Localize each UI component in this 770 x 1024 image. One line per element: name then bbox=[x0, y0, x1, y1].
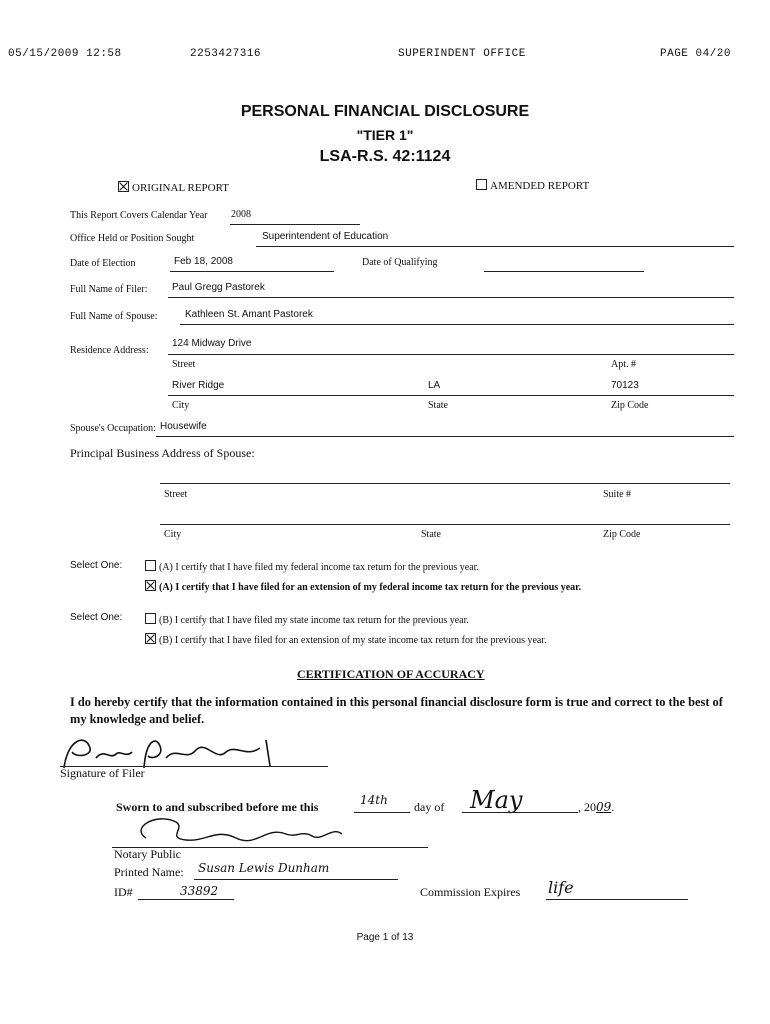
zip-label: Zip Code bbox=[611, 400, 649, 411]
federal-filed-option[interactable] bbox=[145, 560, 479, 573]
sworn-day-value: 14th bbox=[360, 793, 388, 807]
business-label: Principal Business Address of Spouse: bbox=[70, 446, 255, 460]
business-street-line bbox=[160, 483, 730, 484]
signature-label: Signature of Filer bbox=[60, 766, 145, 780]
commission-label: Commission Expires bbox=[420, 885, 521, 899]
form-tier: "TIER 1" bbox=[356, 127, 414, 143]
residence-street-value: 124 Midway Drive bbox=[172, 338, 252, 349]
commission-value: life bbox=[548, 878, 574, 897]
street-label: Street bbox=[172, 359, 196, 370]
fax-phone: 2253427316 bbox=[190, 48, 262, 60]
business-city-line bbox=[160, 524, 730, 525]
business-zip-label: Zip Code bbox=[603, 529, 641, 540]
printed-name-line bbox=[194, 879, 398, 880]
office-label: Office Held or Position Sought bbox=[70, 233, 195, 244]
residence-label: Residence Address: bbox=[70, 345, 149, 356]
sworn-year-prefix: , 20 bbox=[578, 800, 596, 814]
occupation-line bbox=[156, 436, 734, 437]
id-value: 33892 bbox=[180, 884, 219, 898]
sworn-year: , 2009. bbox=[578, 800, 615, 814]
state-filed-text: (B) I certify that I have filed my state income tax return for the previous year. bbox=[159, 615, 469, 626]
business-street-label: Street bbox=[164, 489, 188, 500]
amended-report-option[interactable] bbox=[476, 179, 589, 192]
qualifying-line bbox=[484, 271, 644, 272]
election-line bbox=[170, 271, 334, 272]
form-statute: LSA-R.S. 42:1124 bbox=[319, 148, 451, 165]
qualifying-label: Date of Qualifying bbox=[362, 257, 438, 268]
election-value: Feb 18, 2008 bbox=[174, 256, 233, 267]
business-state-label: State bbox=[421, 529, 441, 540]
filer-line bbox=[168, 297, 734, 298]
federal-extension-option[interactable] bbox=[145, 580, 581, 593]
notary-label: Notary Public bbox=[114, 847, 181, 861]
amended-report-checkbox[interactable] bbox=[476, 179, 487, 190]
fax-datetime: 05/15/2009 12:58 bbox=[8, 48, 122, 60]
state-extension-text: (B) I certify that I have filed for an extension of my state income tax return for the previous year. bbox=[159, 635, 547, 646]
suite-label: Suite # bbox=[603, 489, 632, 500]
state-filed-checkbox[interactable] bbox=[145, 613, 156, 624]
business-city-label: City bbox=[164, 529, 182, 540]
residence-street-line bbox=[168, 354, 734, 355]
amended-report-label: AMENDED REPORT bbox=[490, 180, 590, 192]
filer-label: Full Name of Filer: bbox=[70, 284, 148, 295]
calendar-year-label: This Report Covers Calendar Year bbox=[70, 210, 208, 221]
id-line bbox=[138, 899, 234, 900]
sworn-month-value: May bbox=[470, 786, 523, 814]
election-label: Date of Election bbox=[70, 258, 136, 269]
sworn-year-value: 09 bbox=[596, 800, 612, 814]
occupation-value: Housewife bbox=[160, 421, 207, 432]
apt-label: Apt. # bbox=[611, 359, 636, 370]
calendar-year-line bbox=[230, 224, 360, 225]
federal-extension-text: (A) I certify that I have filed for an extension of my federal income tax return for the previous year. bbox=[159, 582, 582, 593]
calendar-year-value: 2008 bbox=[231, 209, 251, 220]
id-label: ID# bbox=[114, 885, 133, 899]
federal-filed-checkbox[interactable] bbox=[145, 560, 156, 571]
original-report-checkbox[interactable] bbox=[118, 181, 129, 192]
commission-line bbox=[546, 899, 688, 900]
fax-page: PAGE 04/20 bbox=[660, 48, 732, 60]
office-line bbox=[256, 246, 734, 247]
occupation-label: Spouse's Occupation: bbox=[70, 423, 156, 434]
residence-zip-value: 70123 bbox=[611, 380, 639, 391]
page-number: Page 1 of 13 bbox=[356, 932, 414, 943]
original-report-option[interactable] bbox=[118, 181, 229, 194]
certification-statement: I do hereby certify that the information contained in this personal financial disclosure form is true and correct to the best of my knowledge and belief. bbox=[70, 695, 723, 726]
form-title: PERSONAL FINANCIAL DISCLOSURE bbox=[240, 103, 530, 120]
residence-state-value: LA bbox=[428, 380, 441, 391]
sworn-month-line bbox=[462, 812, 578, 813]
residence-city-value: River Ridge bbox=[172, 380, 225, 391]
state-extension-option[interactable] bbox=[145, 633, 547, 646]
residence-city-line bbox=[168, 395, 734, 396]
select-one-state-label: Select One: bbox=[70, 612, 123, 623]
spouse-value: Kathleen St. Amant Pastorek bbox=[185, 309, 313, 320]
sworn-text: Sworn to and subscribed before me this bbox=[116, 800, 319, 814]
printed-name-label: Printed Name: bbox=[114, 865, 184, 879]
federal-extension-checkbox[interactable] bbox=[145, 580, 156, 591]
filer-value: Paul Gregg Pastorek bbox=[172, 282, 265, 293]
original-report-label: ORIGINAL REPORT bbox=[132, 182, 230, 194]
state-extension-checkbox[interactable] bbox=[145, 633, 156, 644]
spouse-line bbox=[180, 324, 734, 325]
select-one-federal-label: Select One: bbox=[70, 560, 123, 571]
spouse-label: Full Name of Spouse: bbox=[70, 311, 158, 322]
city-label: City bbox=[172, 400, 190, 411]
office-value: Superintendent of Education bbox=[262, 231, 389, 242]
fax-office: SUPERINDENT OFFICE bbox=[398, 48, 526, 60]
federal-filed-text: (A) I certify that I have filed my federal income tax return for the previous year. bbox=[159, 562, 479, 573]
state-label: State bbox=[428, 400, 448, 411]
printed-name-value: Susan Lewis Dunham bbox=[198, 861, 330, 875]
certification-heading: CERTIFICATION OF ACCURACY bbox=[297, 667, 485, 681]
sworn-day-of: day of bbox=[414, 800, 445, 814]
state-filed-option[interactable] bbox=[145, 613, 469, 626]
